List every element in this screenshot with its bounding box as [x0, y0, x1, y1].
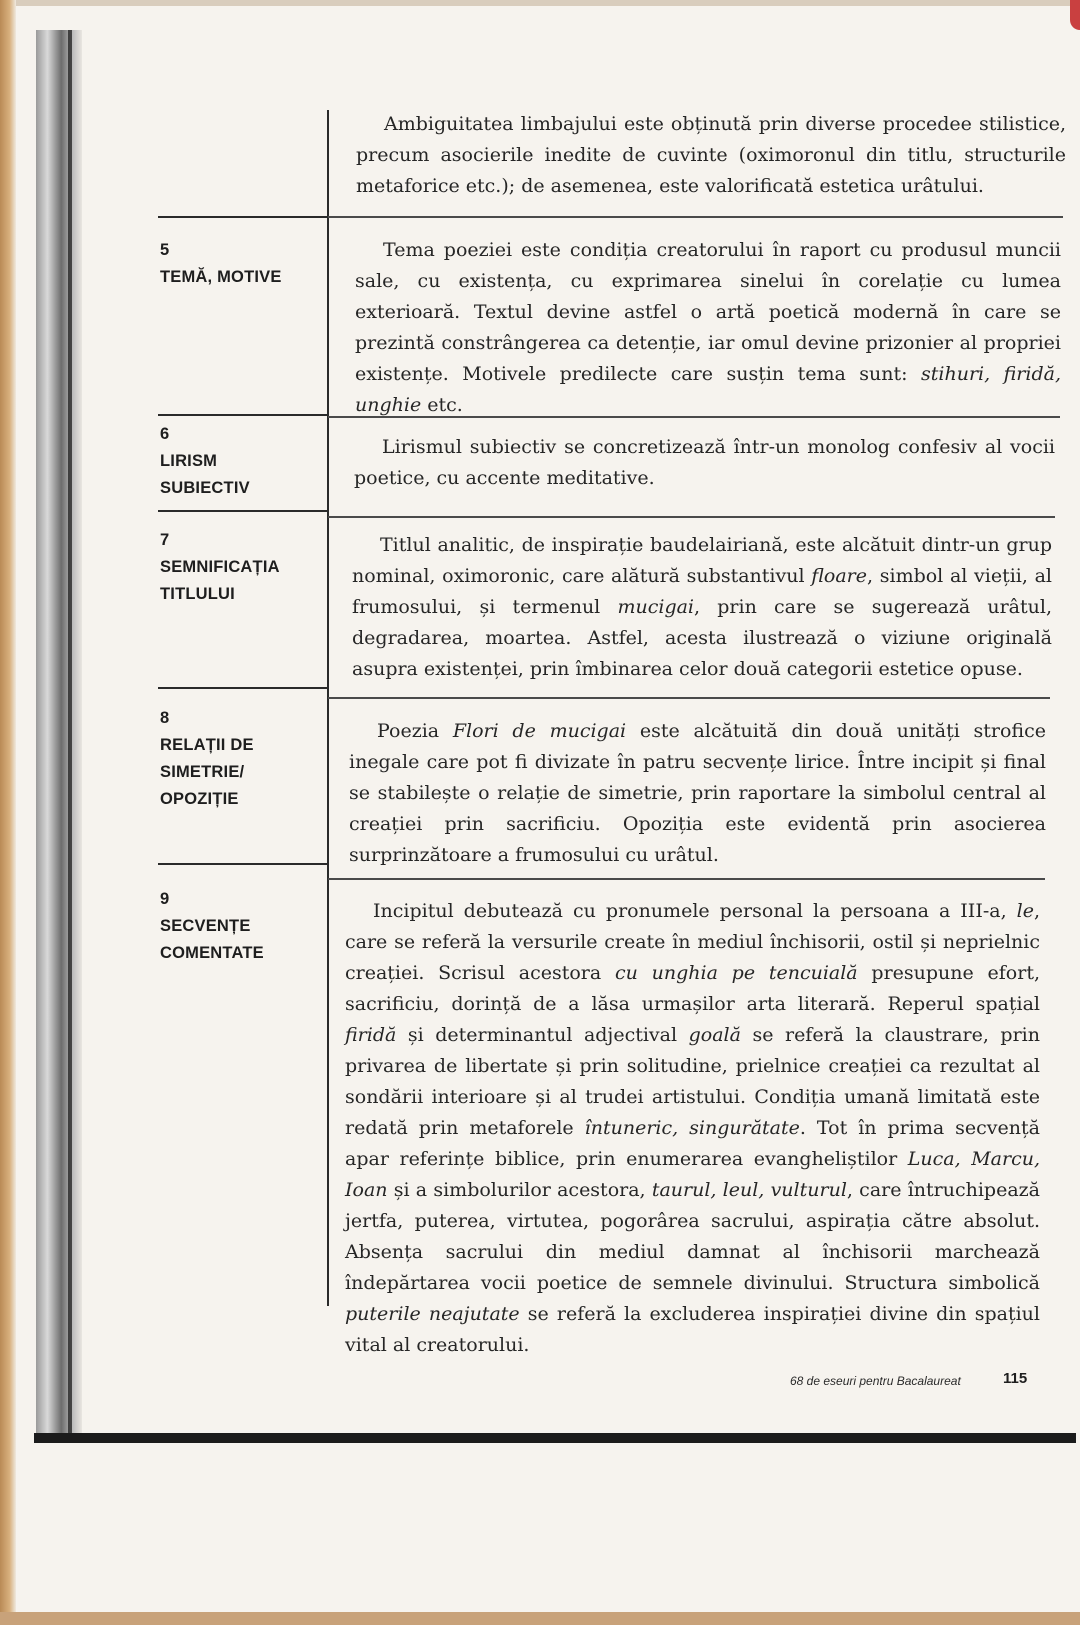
italic-run: firidă	[345, 1024, 397, 1046]
section-heading-line: COMENTATE	[160, 944, 264, 962]
section-heading-line: TEMĂ, MOTIVE	[160, 268, 282, 286]
footer-book-title: 68 de eseuri pentru Bacalaureat	[790, 1374, 961, 1388]
row-divider	[158, 216, 328, 218]
page-bottom-rule	[34, 1433, 1076, 1443]
section-text	[356, 109, 1066, 202]
section-heading-line: SEMNIFICAȚIA	[160, 558, 280, 576]
section-number: 7	[160, 531, 170, 549]
section-label	[160, 886, 310, 967]
row-divider	[158, 863, 328, 865]
section-heading-line: SECVENȚE	[160, 917, 251, 935]
section-heading-line: OPOZIȚIE	[160, 790, 239, 808]
italic-run: floare	[811, 565, 868, 587]
text-run: este alcătuită din două unități strofice inegale care pot fi divizate în patru secvențe lirice. Între incipit și final se stabilește o relație de simetrie, prin raportare la simbolul central al creației prin sacrificiu. Opoziția este evidentă prin asocierea surprinzătoare a frumosului cu urâtul.	[349, 720, 1046, 866]
text-run: Titlul analitic, de inspirație baudelairiană, este alcătuit dintr-un grup nominal, oximoronic, care alătură substantivul	[352, 534, 1052, 587]
table-surface	[0, 1612, 1080, 1625]
corner-mark	[1070, 0, 1080, 30]
text-run: și determinantul adjectival	[396, 1024, 689, 1046]
text-run: Ambiguitatea limbajului este obținută prin diverse procedee stilistice, precum asocierile inedite de cuvinte (oximoronul din titlu, structurile metaforice etc.); de asemenea, este valorificată estetica urâtului.	[356, 113, 1066, 197]
text-run: Tema poeziei este condiția creatorului în raport cu produsul muncii sale, cu existența, cu exprimarea sinelui în corelație cu lumea exterioară. Textul devine astfel o artă poetică modernă în care se prezintă constrângerea ca detenție, iar omul devine prizonier al propriei existențe. Motivele predilecte care susțin tema sunt:	[355, 239, 1061, 385]
section-number: 5	[160, 241, 170, 259]
italic-run: întuneric, singurătate	[584, 1117, 800, 1139]
column-divider	[327, 110, 329, 1306]
text-run: se referă la claustrare, prin privarea de libertate și prin solitudine, prielnice creației ca rezultat al sondării interioare și al trudei artistului. Condiția umană limitată este redată prin metaforele	[345, 1024, 1040, 1139]
text-run: se referă la excluderea inspirației divine din spațiul vital al creatorului.	[345, 1303, 1040, 1356]
section-number: 6	[160, 425, 170, 443]
row-divider	[328, 697, 1050, 699]
row-divider	[158, 687, 328, 689]
text-run: . Tot în prima secvență apar referințe biblice, prin enumerarea evangheliștilor	[345, 1117, 1040, 1170]
italic-run: Luca, Marcu, Ioan	[345, 1148, 1040, 1201]
italic-run: stihuri, firidă, unghie	[355, 363, 1061, 416]
spine-line	[68, 30, 72, 1440]
text-run: etc.	[421, 394, 463, 416]
section-heading-line: TITLULUI	[160, 585, 235, 603]
text-run: presupune efort, sacrificiu, dorință de a lăsa urmașilor arta literară. Reperul spațial	[345, 962, 1040, 1015]
section-number: 8	[160, 709, 170, 727]
text-run: Incipitul debutează cu pronumele personal la persoana a III-a,	[373, 900, 1017, 922]
text-run: , simbol al vieții, al frumosului, și termenul	[352, 565, 1052, 618]
row-divider	[158, 414, 328, 416]
page-number: 115	[1003, 1370, 1028, 1387]
section-heading-line: SUBIECTIV	[160, 479, 250, 497]
text-run: , care întruchipează jertfa, puterea, virtutea, pogorârea sacrului, aspirația către absolut. Absența sacrului din mediul damnat al închisorii marchează îndepărtarea vocii poetice de semnele divinului. Structura simbolică	[345, 1179, 1040, 1294]
text-run: , prin care se sugerează urâtul, degradarea, moartea. Astfel, acesta ilustrează o viziune originală asupra existenței, prin îmbinarea celor două categorii estetice opuse.	[352, 596, 1052, 680]
italic-run: goală	[688, 1024, 741, 1046]
italic-run: mucigai	[617, 596, 695, 618]
section-label	[160, 527, 310, 608]
row-divider	[158, 510, 328, 512]
text-run: și a simbolurilor acestora,	[387, 1179, 652, 1201]
section-heading-line: RELAȚII DE	[160, 736, 254, 754]
section-text	[349, 716, 1046, 871]
italic-run: Flori de mucigai	[452, 720, 627, 742]
text-run: Lirismul subiectiv se concretizează într-un monolog confesiv al vocii poetice, cu accente meditative.	[354, 436, 1055, 489]
section-text	[355, 235, 1061, 421]
section-label	[160, 705, 310, 813]
section-label	[160, 237, 310, 291]
section-number: 9	[160, 890, 170, 908]
section-text	[352, 530, 1052, 685]
text-run: Poezia	[377, 720, 453, 742]
italic-run: puterile neajutate	[345, 1303, 520, 1325]
book-spine	[36, 30, 82, 1440]
page-top-edge	[0, 0, 1080, 6]
section-heading-line: SIMETRIE/	[160, 763, 245, 781]
section-text	[354, 432, 1055, 494]
book-edge	[0, 0, 16, 1625]
italic-run: le	[1016, 900, 1034, 922]
row-divider	[328, 878, 1045, 880]
row-divider	[328, 516, 1055, 518]
row-divider	[328, 216, 1063, 218]
section-label	[160, 421, 310, 502]
section-heading-line: LIRISM	[160, 452, 218, 470]
text-run: , care se referă la versurile create în mediul închisorii, ostil și neprielnic creației. Scrisul acestora	[345, 900, 1040, 984]
italic-run: cu unghia pe tencuială	[614, 962, 858, 984]
section-text	[345, 896, 1040, 1361]
italic-run: taurul, leul, vulturul	[651, 1179, 847, 1201]
